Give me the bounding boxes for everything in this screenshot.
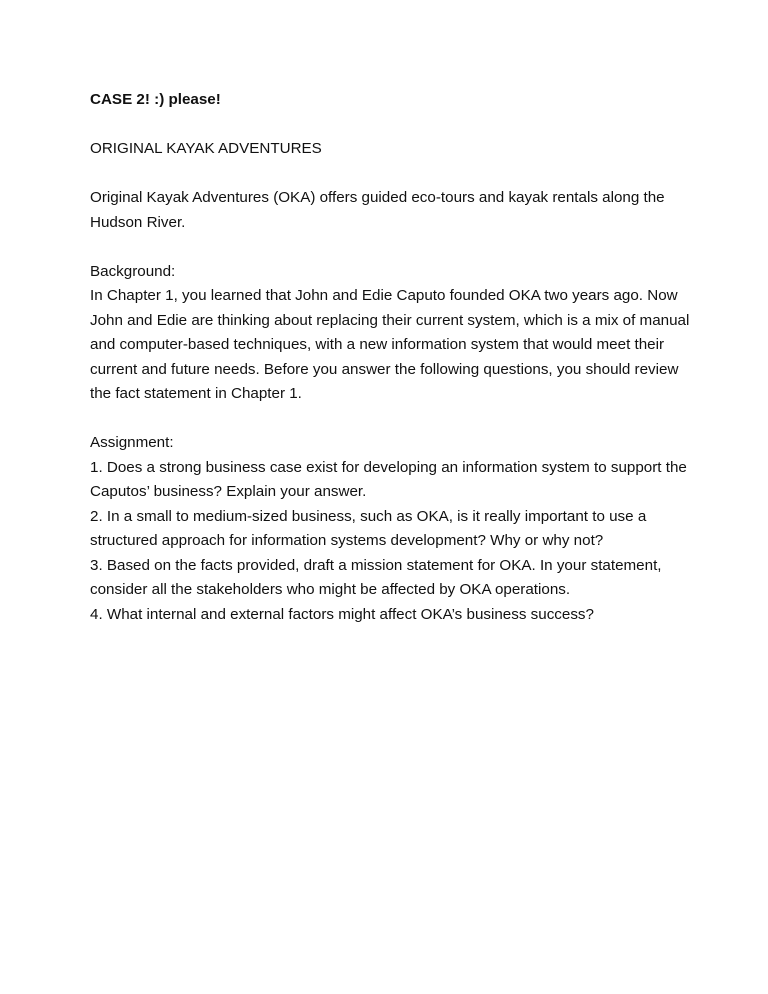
intro-paragraph: Original Kayak Adventures (OKA) offers guided eco-tours and kayak rentals along the Hudson River. <box>90 189 665 231</box>
question-item: 3. Based on the facts provided, draft a mission statement for OKA. In your statement, consider all the stakeholders who might be affected by OKA operations. <box>90 556 662 598</box>
question-item: 1. Does a strong business case exist for developing an information system to support the Caputos’ business? Explain your answer. <box>90 458 687 500</box>
document-title: ORIGINAL KAYAK ADVENTURES <box>90 140 322 157</box>
question-item: 2. In a small to medium-sized business, such as OKA, is it really important to use a structured approach for information systems development? Why or why not? <box>90 507 647 549</box>
question-item: 4. What internal and external factors might affect OKA’s business success? <box>90 605 594 623</box>
document-heading: CASE 2! :) please! <box>90 91 221 108</box>
document-page <box>90 88 690 627</box>
background-paragraph: In Chapter 1, you learned that John and Edie Caputo founded OKA two years ago. Now John and Edie are thinking about replacing their current system, which is a mix of manual and computer-based techniques, with a new information system that would meet their current and future needs. Before you answer the following questions, you should review the fact statement in Chapter 1. <box>90 287 690 402</box>
assignment-label: Assignment: <box>90 434 174 451</box>
background-label: Background: <box>90 262 176 280</box>
